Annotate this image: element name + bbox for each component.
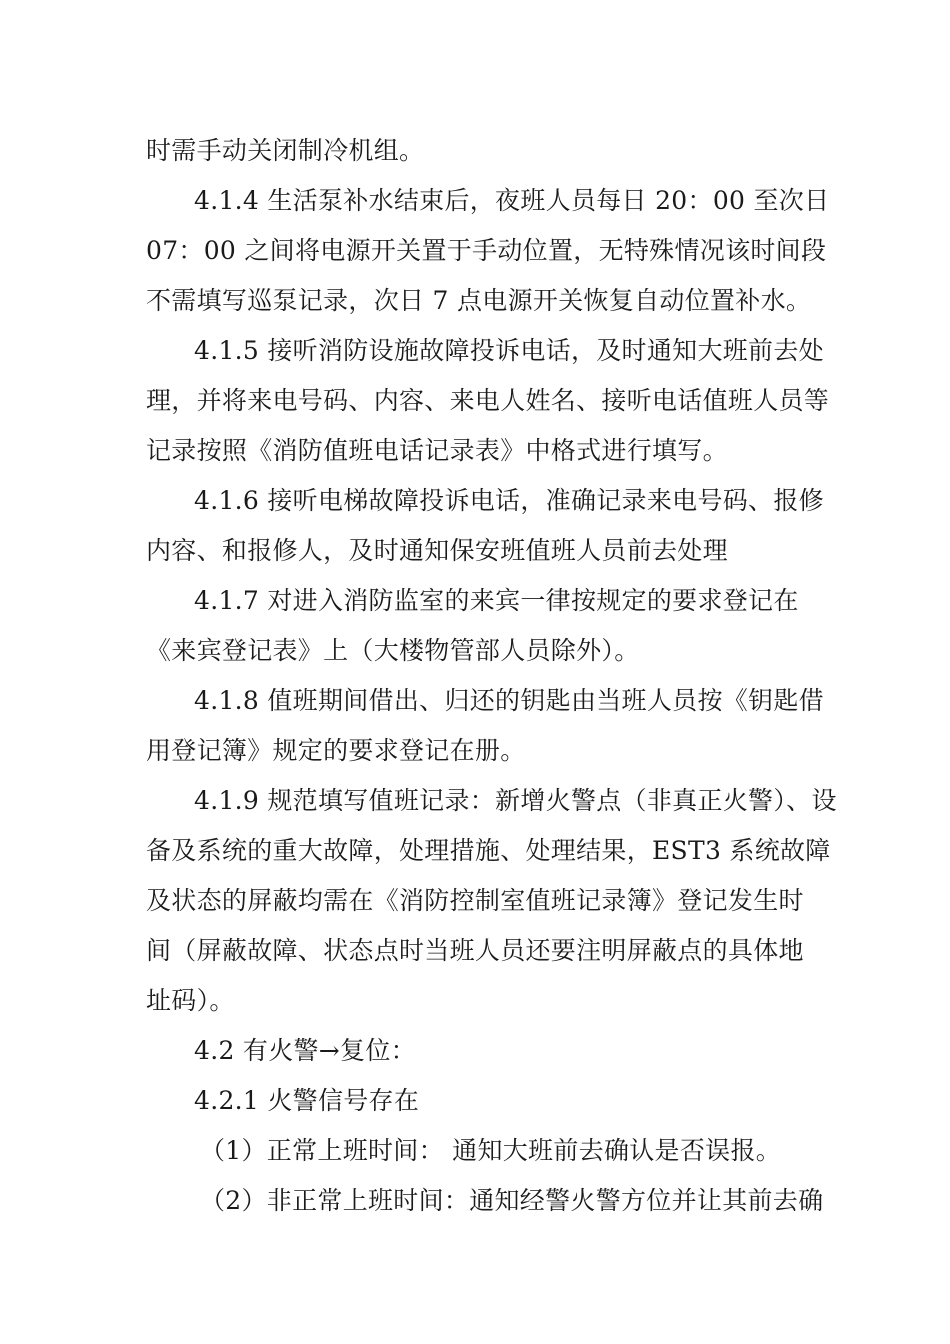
text-line-10: 4.1.7 对进入消防监室的来宾一律按规定的要求登记在 [194,586,799,615]
text-line-14: 4.1.9 规范填写值班记录：新增火警点（非真正火警）、设 [194,786,837,815]
section-heading-4-2: 4.2 有火警→复位： [194,1036,416,1065]
text-line-2: 4.1.4 生活泵补水结束后，夜班人员每日 20：00 至次日 [194,186,830,215]
text-line-17: 间（屏蔽故障、状态点时当班人员还要注明屏蔽点的具体地 [146,936,804,965]
text-line-11: 《来宾登记表》上（大楼物管部人员除外）。 [146,636,640,665]
text-line-1: 时需手动关闭制冷机组。 [146,136,425,165]
text-line-3: 07：00 之间将电源开关置于手动位置，无特殊情况该时间段 [146,236,827,265]
text-line-18: 址码）。 [146,986,235,1015]
text-line-15: 备及系统的重大故障，处理措施、处理结果，EST3 系统故障 [146,836,831,865]
text-line-9: 内容、和报修人，及时通知保安班值班人员前去处理 [146,536,728,565]
list-item-2: （2）非正常上班时间：通知经警火警方位并让其前去确 [200,1186,824,1215]
text-line-16: 及状态的屏蔽均需在《消防控制室值班记录簿》登记发生时 [146,886,804,915]
text-line-6: 理，并将来电号码、内容、来电人姓名、接听电话值班人员等 [146,386,830,415]
text-line-8: 4.1.6 接听电梯故障投诉电话，准确记录来电号码、报修 [194,486,824,515]
text-line-12: 4.1.8 值班期间借出、归还的钥匙由当班人员按《钥匙借 [194,686,824,715]
text-line-4: 不需填写巡泵记录，次日 7 点电源开关恢复自动位置补水。 [146,286,812,315]
text-line-7: 记录按照《消防值班电话记录表》中格式进行填写。 [146,436,728,465]
list-item-1: （1）正常上班时间： 通知大班前去确认是否误报。 [200,1136,782,1165]
section-heading-4-2-1: 4.2.1 火警信号存在 [194,1086,420,1115]
text-line-13: 用登记簿》规定的要求登记在册。 [146,736,526,765]
text-line-5: 4.1.5 接听消防设施故障投诉电话，及时通知大班前去处 [194,336,824,365]
